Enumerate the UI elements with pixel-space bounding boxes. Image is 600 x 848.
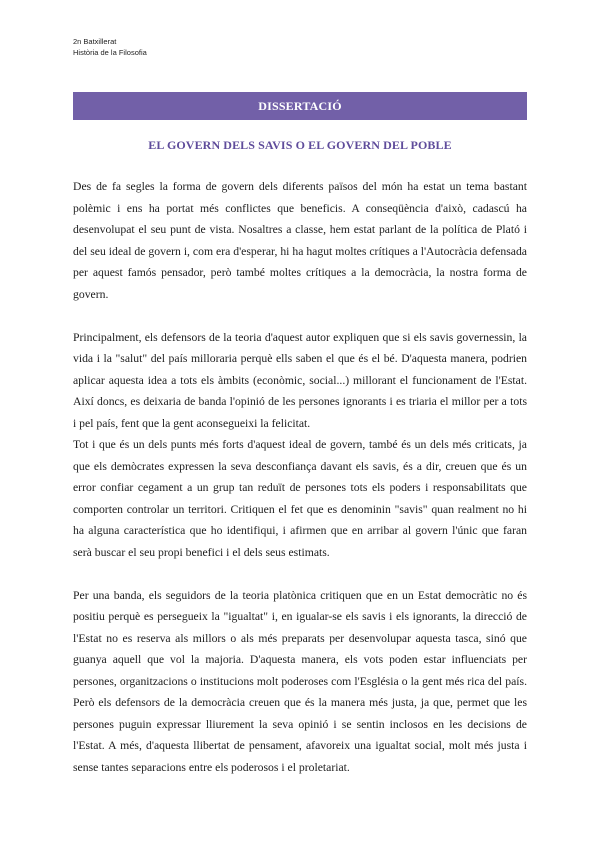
paragraph-4: Per una banda, els seguidors de la teoria platònica critiquen que en un Estat democràtic no és positiu perquè es persegueix la "igualtat" i, en igualar-se els savis i els ignorants, la direcció de l'Estat no es reserva als millors o als més preparats per desenvolupar aquesta tasca, sinó que guanya aquell que vol la majoria. D'aquesta manera, els vots poden estar influenciats per persones, organitzacions o institucions molt poderoses com l'Església o la gent més rica del país. Però els defensors de la democràcia creuen que és la manera més justa, ja que, permet que les persones puguin expressar lliurement la seva opinió i se sentin inclosos en les decisions de l'Estat. A més, d'aquesta llibertat de pensament, afavoreix una igualtat social, molt més justa i sense tantes separacions entre els poderosos i el proletariat. bbox=[73, 588, 527, 774]
header-course: 2n Batxillerat bbox=[73, 37, 117, 46]
title-banner bbox=[73, 92, 527, 120]
banner-title: DISSERTACIÓ bbox=[258, 98, 342, 113]
paragraph-3: Tot i que és un dels punts més forts d'aquest ideal de govern, també és un dels més criticats, ja que els demòcrates expressen la seva desconfiança davant els savis, és a dir, creuen que és un error confiar cegament a un grup tan reduït de persones tots els poders i responsabilitats que comporten controlar un territori. Critiquen el fet que es denominin "savis" quan realment no hi ha alguna característica que ho identifiqui, i afirmen que en arribar al govern l'únic que faran serà buscar el seu propi benefici i el dels seus estimats. bbox=[73, 438, 527, 559]
paragraph-2: Principalment, els defensors de la teoria d'aquest autor expliquen que si els savis governessin, la vida i la "salut" del país milloraria perquè ells saben el que és el bé. D'aquesta manera, podrien aplicar aquesta idea a tots els àmbits (econòmic, social...) millorant el funcionament de l'Estat. Així doncs, es deixaria de banda l'opinió de les persones ignorants i es triaria el millor per a tots i pel país, fent que la gent aconsegueixi la felicitat. bbox=[73, 330, 527, 430]
header-subject: Història de la Filosofia bbox=[73, 48, 147, 57]
paragraph-1: Des de fa segles la forma de govern dels diferents països del món ha estat un tema bastant polèmic i ens ha portat més conflictes que beneficis. A conseqüència d'això, cadascú ha desenvolupat el seu punt de vista. Nosaltres a classe, hem estat parlant de la política de Plató i del seu ideal de govern i, com era d'esperar, hi ha hagut moltes crítiques a l'Autocràcia defensada per aquest famós pensador, però també moltes crítiques a la democràcia, la nostra forma de govern. bbox=[73, 180, 527, 301]
page-header bbox=[73, 36, 147, 58]
document-body bbox=[73, 176, 527, 778]
document-subtitle: EL GOVERN DELS SAVIS O EL GOVERN DEL POBLE bbox=[148, 138, 452, 152]
